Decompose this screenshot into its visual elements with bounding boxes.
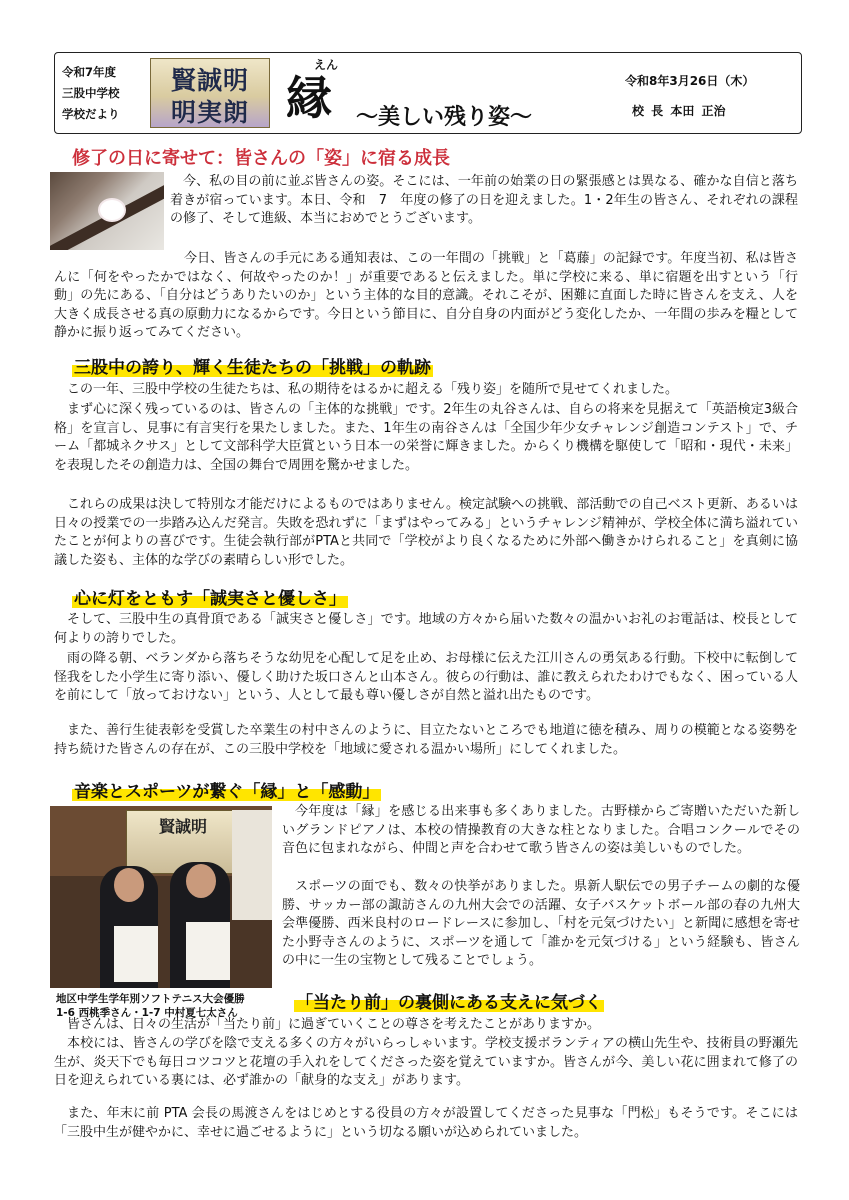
section-5-paragraph-1: 皆さんは、日々の生活が「当たり前」に過ぎていくことの尊さを考えたことがありますか。 [67,1017,601,1032]
section-4-paragraph-1: 今年度は「縁」を感じる出来事も多くありました。古野様からご寄贈いただいた新しいグランドピアノは、本校の情操教育の大きな柱となりました。合唱コンクールでその音色に包まれながら、仲間と声を合わせて歌う皆さんの姿は美しいものでした。 [282,804,800,856]
section-heading-2: 三股中の誇り、輝く生徒たちの「挑戦」の軌跡 [74,358,431,378]
newsletter-title: 縁 [286,71,332,125]
logo-line-2: 明実朗 [170,98,249,127]
section-4-paragraph-2: スポーツの面でも、数々の快挙がありました。県新人駅伝での男子チームの劇的な優勝、サッカー部の諏訪さんの九州大会での活躍、女子バスケットボール部の春の九州大会準優勝、西米良村のロードレースに参加し、「村を元気づけたい」と新聞に感想を寄せた小野寺さんのように、スポーツを通して「誰かを元気づける」という経験も、皆さんの中に一生の宝物として残ることでしょう。 [282,879,800,968]
newsletter-subtitle: ～美しい残り姿～ [356,105,533,130]
cherry-blossom-photo [50,172,164,250]
principal-name: 校 長 本田 正治 [632,104,726,118]
section-heading-5: 「当たり前」の裏側にある支えに気づく [296,993,602,1013]
section-2-paragraph-3: これらの成果は決して特別な才能だけによるものではありません。検定試験への挑戦、部活動での自己ベスト更新、あるいは日々の授業での一歩踏み込んだ発言。失敗を恐れずに「まずはやってみる」というチャレンジ精神が、学校全体に満ち溢れていたことが何よりの喜びです。生徒会執行部がPTAと共同で「学校がより良くなるために外部へ働きかけられること」を真剣に協議した姿も、主体的な学びの素晴らしい形でした。 [54,497,798,568]
section-5-paragraph-3: また、年末に前 PTA 会長の馬渡さんをはじめとする役員の方々が設置してくださった見事な「門松」もそうです。そこには「三股中生が健やかに、幸せに過ごせるように」という切なる願いが込められていました。 [54,1106,798,1140]
tennis-winners-photo: 賢誠明 [50,806,272,988]
newsletter-kind: 学校だより [62,107,120,121]
section-2-paragraph-2: まず心に深く残っているのは、皆さんの「主体的な挑戦」です。2年生の丸谷さんは、自らの将来を見据えて「英語検定3級合格」を宣言し、見事に有言実行を果たしました。また、1年生の南谷さんは「全国少年少女チャレンジ創造コンテスト」で、チーム「都城ネクサス」として文部科学大臣賞という日本一の栄誉に輝きました。からくり機構を駆使して「昭和・現代・未来」を表現したその創造力は、全国の舞台で周囲を驚かせました。 [54,402,798,473]
section-heading-4: 音楽とスポーツが繋ぐ「縁」と「感動」 [74,782,380,802]
logo-line-1: 賢誠明 [170,66,249,95]
section-3-paragraph-1: そして、三股中生の真骨頂である「誠実さと優しさ」です。地域の方々から届いた数々の温かいお礼のお電話は、校長として何よりの誇りでした。 [54,612,798,646]
section-1-paragraph-2: 今日、皆さんの手元にある通知表は、この一年間の「挑戦」と「葛藤」の記録です。年度当初、私は皆さんに「何をやったかではなく、何故やったのか！」が重要であると伝えました。単に学校に来る、単に宿題を出すという「行動」の先にある、「自分はどうありたいのか」という主体的な目的意識。それこそが、困難に直面した時に皆さんを支え、人を大きく成長させる真の原動力になるからです。今日という節目に、自分自身の内面がどう変化したか、一年間の歩みを糧として静かに振り返ってみてください。 [54,251,798,340]
section-heading-1: 修了の日に寄せて：皆さんの「姿」に宿る成長 [72,148,450,169]
title-ruby: えん [314,58,339,72]
section-3-paragraph-2: 雨の降る朝、ベランダから落ちそうな幼児を心配して足を止め、お母様に伝えた江川さんの勇気ある行動。下校中に転倒して怪我をした小学生に寄り添い、優しく助けた坂口さんと山本さん。彼らの行動は、誰に教えられたわけでもなく、困っている人を前にして「放っておけない」という、人として最も尊い優しさが自然と溢れ出たものです。 [54,651,798,703]
school-motto-logo [150,58,270,128]
section-2-paragraph-1: この一年、三股中学校の生徒たちは、私の期待をはるかに超える「残り姿」を随所で見せてくれました。 [67,382,679,397]
school-name: 三股中学校 [62,86,120,100]
fiscal-year: 令和7年度 [62,65,117,79]
section-5-paragraph-2: 本校には、皆さんの学びを陰で支える多くの方々がいらっしゃいます。学校支援ボランティアの横山先生や、技術員の野瀬先生が、炎天下でも毎日コツコツと花壇の手入れをしてくださった姿を覚えていますか。皆さんが今、美しい花に囲まれて修了の日を迎えられている裏には、必ず誰かの「献身的な支え」があります。 [54,1036,798,1088]
section-1-paragraph-1: 今、私の目の前に並ぶ皆さんの姿。そこには、一年前の始業の日の緊張感とは異なる、確かな自信と落ち着きが宿っています。本日、令和 7 年度の修了の日を迎えました。1・2年生の皆さん、それぞれの課程の修了、そして進級、本当におめでとうございます。 [170,174,798,226]
section-3-paragraph-3: また、善行生徒表彰を受賞した卒業生の村中さんのように、目立たないところでも地道に徳を積み、周りの模範となる姿勢を持ち続けた皆さんの存在が、この三股中学校を「地域に愛される温かい場所」にしてくれました。 [54,723,798,757]
issue-date: 令和8年3月26日（木） [625,74,755,88]
section-heading-3: 心に灯をともす「誠実さと優しさ」 [74,589,346,609]
masthead-info [62,62,150,125]
photo-caption: 地区中学生学年別ソフトテニス大会優勝 1-6 西桃季さん・1-7 中村夏七太さん [56,993,245,1019]
